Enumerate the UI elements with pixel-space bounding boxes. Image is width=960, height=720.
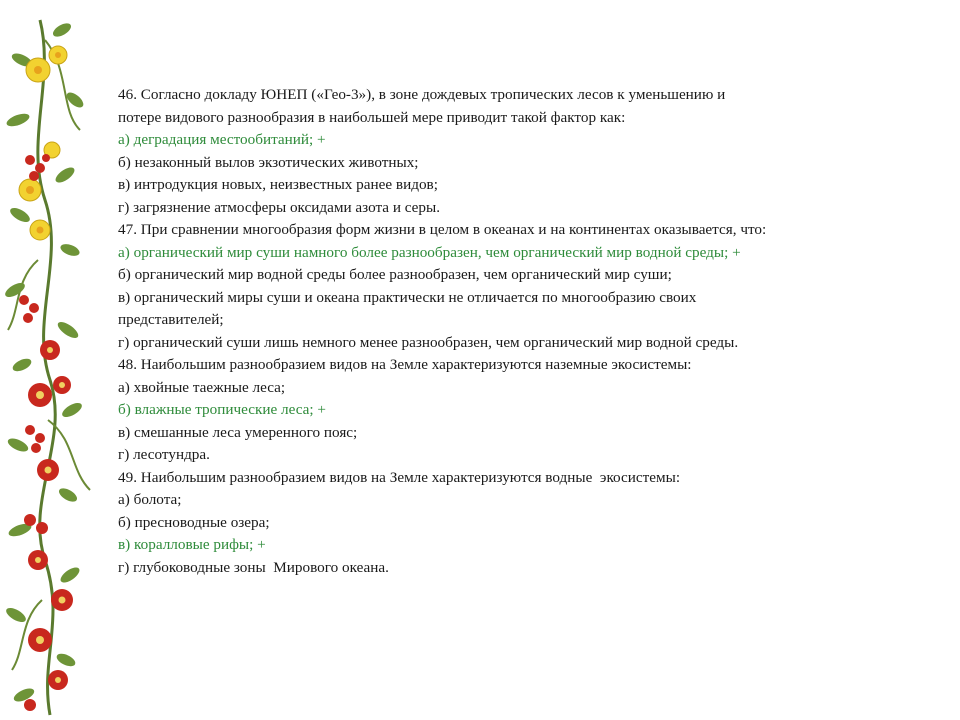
text-line: а) болота;	[118, 491, 182, 508]
text-line: 46. Согласно докладу ЮНЕП («Гео-3»), в зоне дождевых тропических лесов к уменьшению и	[118, 86, 726, 103]
correct-answer-line: в) коралловые рифы; +	[118, 536, 266, 553]
text-line: в) интродукция новых, неизвестных ранее видов;	[118, 176, 438, 193]
correct-answer-line: а) органический мир суши намного более разнообразен, чем органический мир водной среды; +	[118, 243, 741, 261]
text-line: а) хвойные таежные леса;	[118, 378, 286, 396]
text-line: б) незаконный вылов экзотических животных;	[118, 153, 419, 171]
text-line: 47. При сравнении многообразия форм жизни в целом в океанах и на континентах оказывается, что:	[118, 221, 767, 238]
text-line: г) лесотундра.	[118, 446, 210, 463]
text-line: в) органический миры суши и океана практически не отличается по многообразию своих	[118, 288, 697, 306]
floral-vine-border-icon	[0, 0, 110, 720]
text-line: б) пресноводные озера;	[118, 513, 270, 531]
text-line: представителей;	[118, 311, 224, 328]
quiz-text-block	[118, 84, 948, 579]
text-line: б) органический мир водной среды более разнообразен, чем органический мир суши;	[118, 266, 672, 283]
text-line: в) смешанные леса умеренного пояс;	[118, 423, 358, 441]
text-line: 48. Наибольшим разнообразием видов на Земле характеризуются наземные экосистемы:	[118, 356, 692, 373]
text-line: потере видового разнообразия в наибольшей мере приводит такой фактор как:	[118, 108, 626, 126]
text-line: г) загрязнение атмосферы оксидами азота и серы.	[118, 198, 441, 216]
correct-answer-line: б) влажные тропические леса; +	[118, 401, 326, 418]
text-line: 49. Наибольшим разнообразием видов на Земле характеризуются водные экосистемы:	[118, 468, 681, 486]
correct-answer-line: а) деградация местообитаний; +	[118, 131, 326, 148]
text-line: г) глубоководные зоны Мирового океана.	[118, 558, 389, 576]
text-line: г) органический суши лишь немного менее разнообразен, чем органический мир водной среды.	[118, 333, 739, 351]
